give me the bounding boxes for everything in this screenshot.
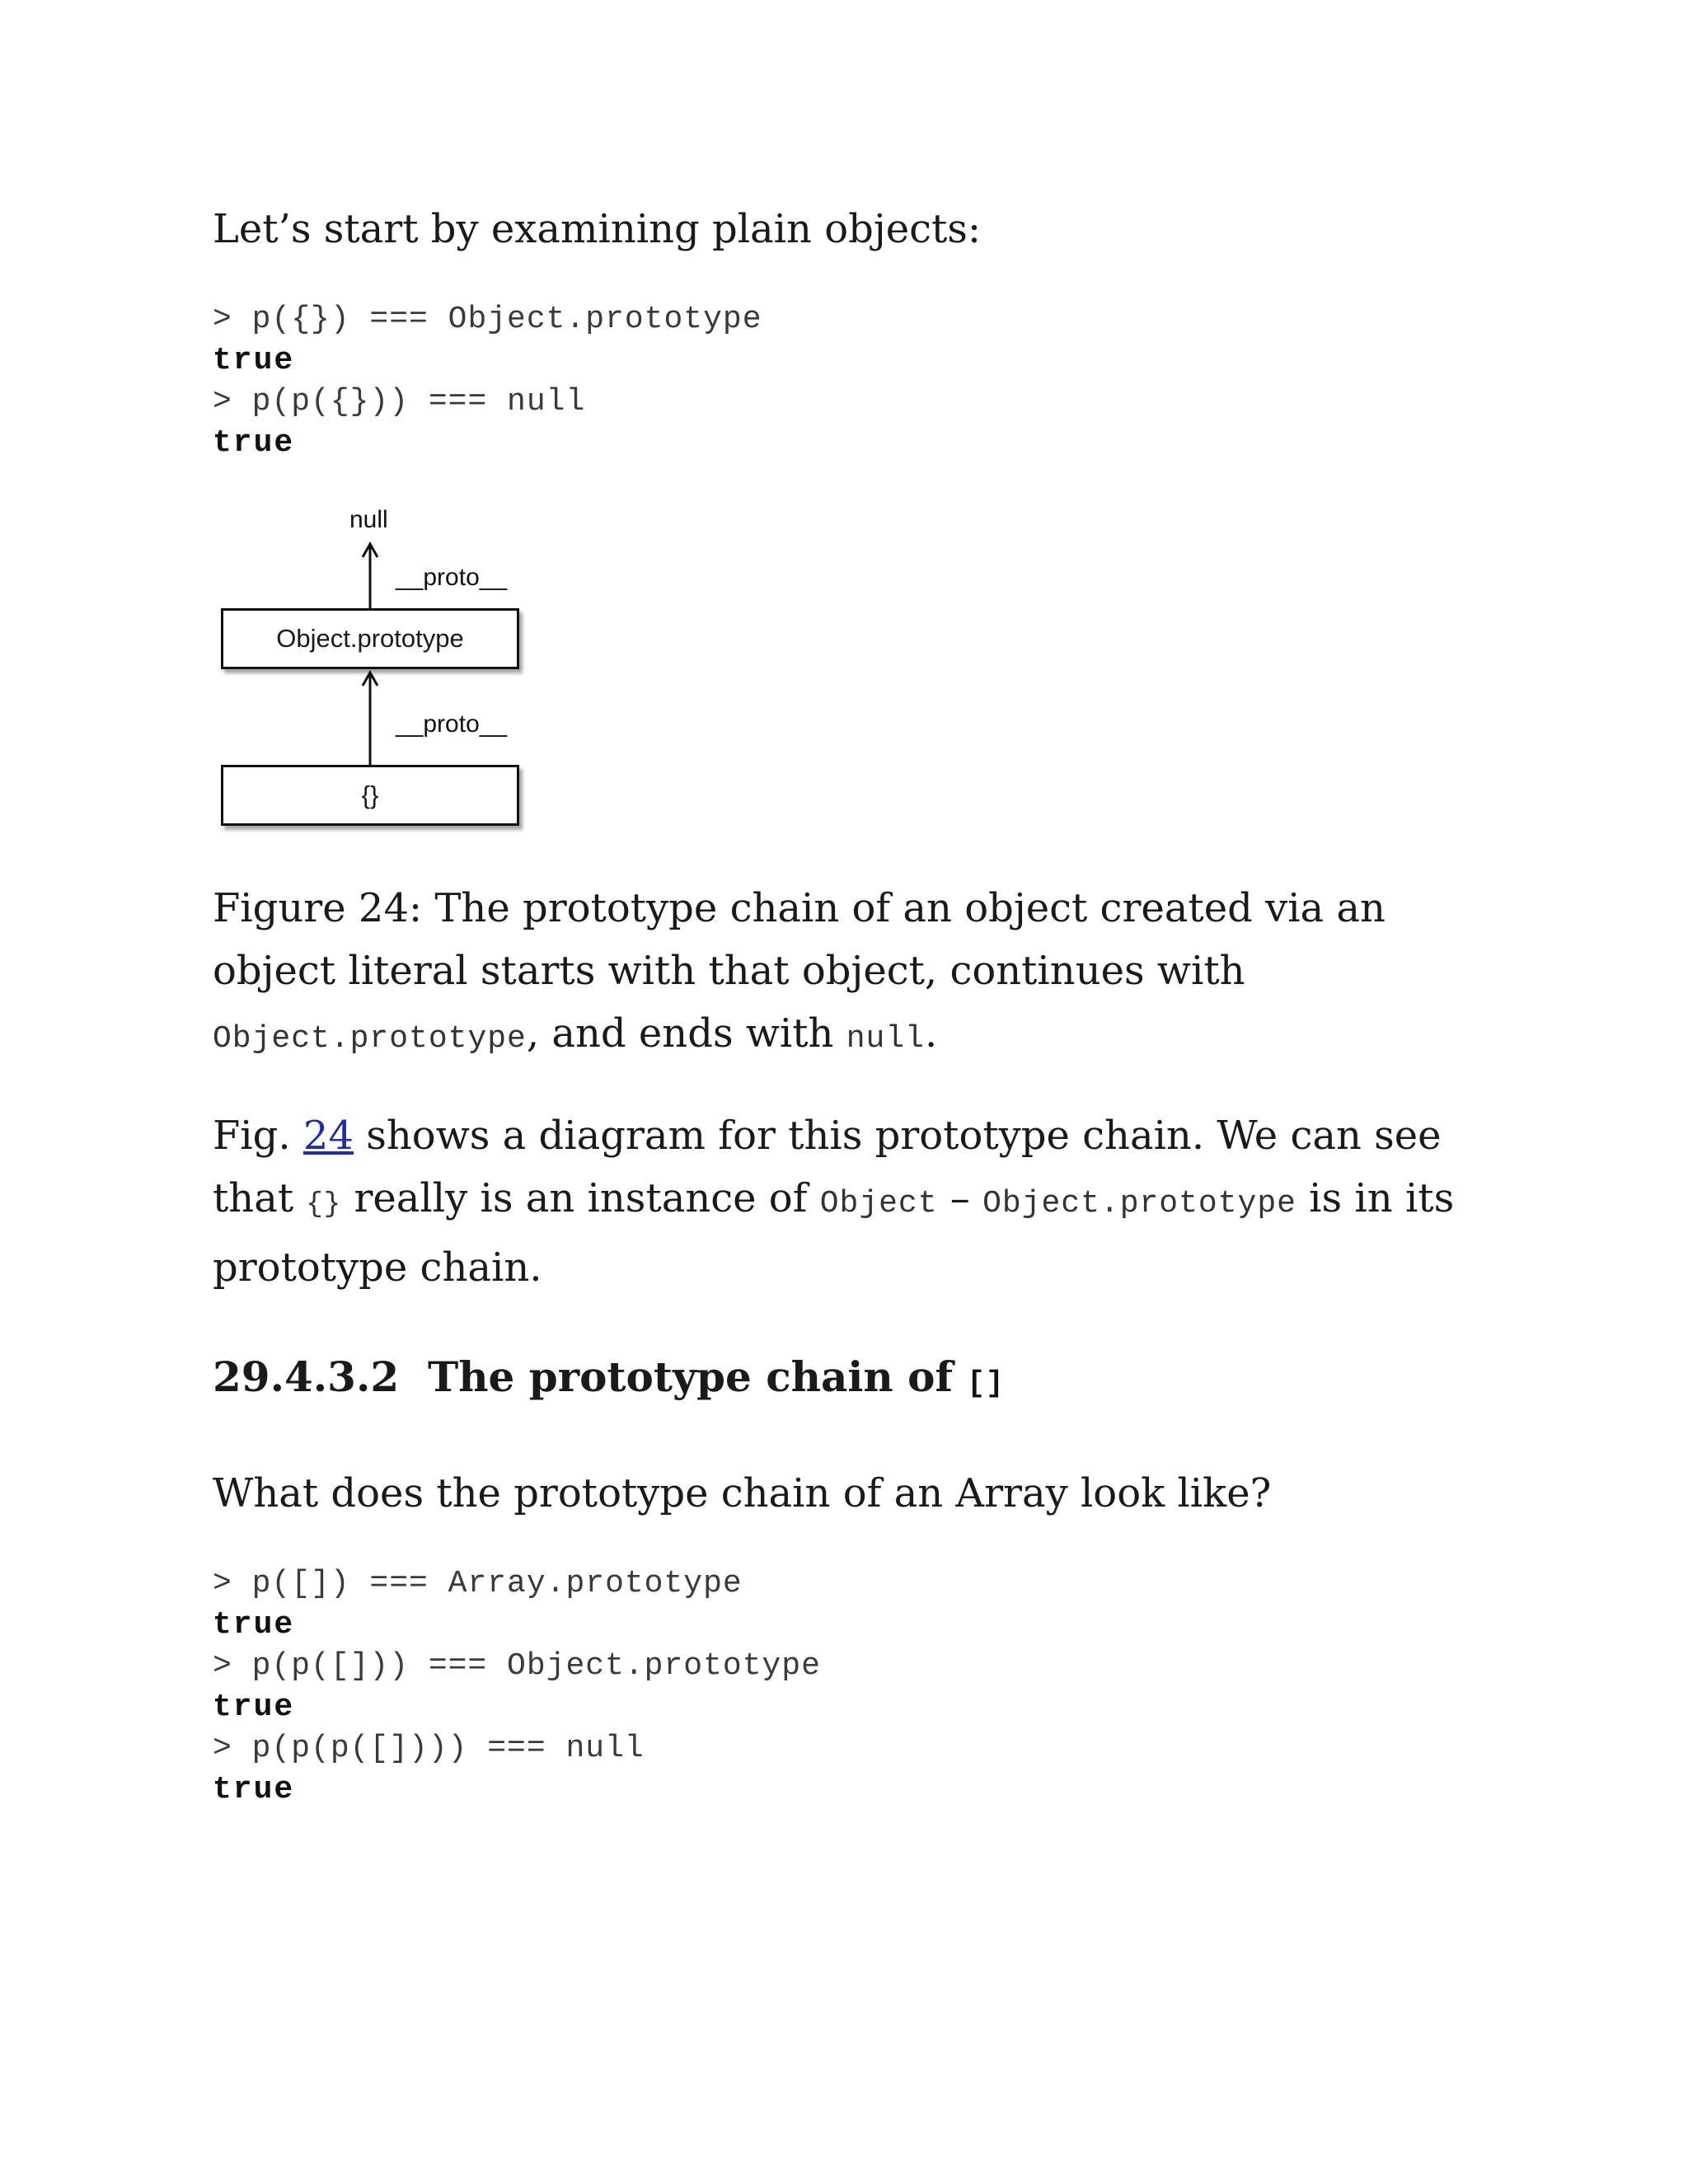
box-label: Object.prototype — [276, 624, 464, 653]
figure-reference-paragraph — [213, 1104, 1482, 1299]
code-result: true — [213, 1607, 295, 1643]
section-heading — [213, 1348, 1005, 1413]
proto-label: __proto__ — [396, 710, 508, 738]
inline-code: Object.prototype — [213, 1021, 527, 1057]
figure-caption — [213, 877, 1482, 1071]
code-line: > p(p({})) === null — [213, 384, 586, 419]
code-result: true — [213, 425, 295, 461]
caption-text: Figure 24: The prototype chain of an object created via an object literal starts with that object, continues with — [213, 885, 1386, 994]
inline-code: {} — [306, 1189, 342, 1221]
inline-code: Object.prototype — [982, 1186, 1296, 1221]
section-title: The prototype chain of — [428, 1352, 968, 1401]
inline-code: null — [846, 1021, 925, 1057]
paragraph-text: really is an instance of — [341, 1175, 820, 1221]
caption-text: , and ends with — [526, 1010, 846, 1057]
inline-code: [] — [967, 1366, 1005, 1400]
object-literal-box — [221, 765, 519, 826]
prototype-chain-diagram — [213, 503, 526, 832]
paragraph-text: – — [937, 1175, 983, 1221]
code-line: > p({}) === Object.prototype — [213, 302, 762, 337]
null-label: null — [349, 506, 388, 533]
figure-link[interactable]: 24 — [302, 1113, 354, 1159]
code-result: true — [213, 1772, 295, 1807]
section-number: 29.4.3.2 — [213, 1352, 400, 1401]
inline-code: Object — [819, 1186, 938, 1221]
question-paragraph: What does the prototype chain of an Array look like? — [213, 1470, 1272, 1516]
code-line: > p(p(p([]))) === null — [213, 1731, 645, 1766]
paragraph-text: shows a diagram for this prototype chain. We can see that — [213, 1113, 1442, 1221]
code-line: > p([]) === Array.prototype — [213, 1566, 743, 1601]
paragraph-text: is in its prototype chain. — [213, 1175, 1455, 1291]
code-result: true — [213, 1690, 295, 1725]
proto-label: __proto__ — [396, 564, 508, 591]
code-result: true — [213, 343, 295, 378]
object-prototype-box — [221, 608, 519, 669]
caption-text: . — [924, 1010, 938, 1057]
paragraph-text: Fig. — [213, 1113, 303, 1159]
code-line: > p(p([])) === Object.prototype — [213, 1648, 821, 1684]
intro-paragraph: Let’s start by examining plain objects: — [213, 206, 982, 252]
box-label: {} — [361, 780, 379, 809]
